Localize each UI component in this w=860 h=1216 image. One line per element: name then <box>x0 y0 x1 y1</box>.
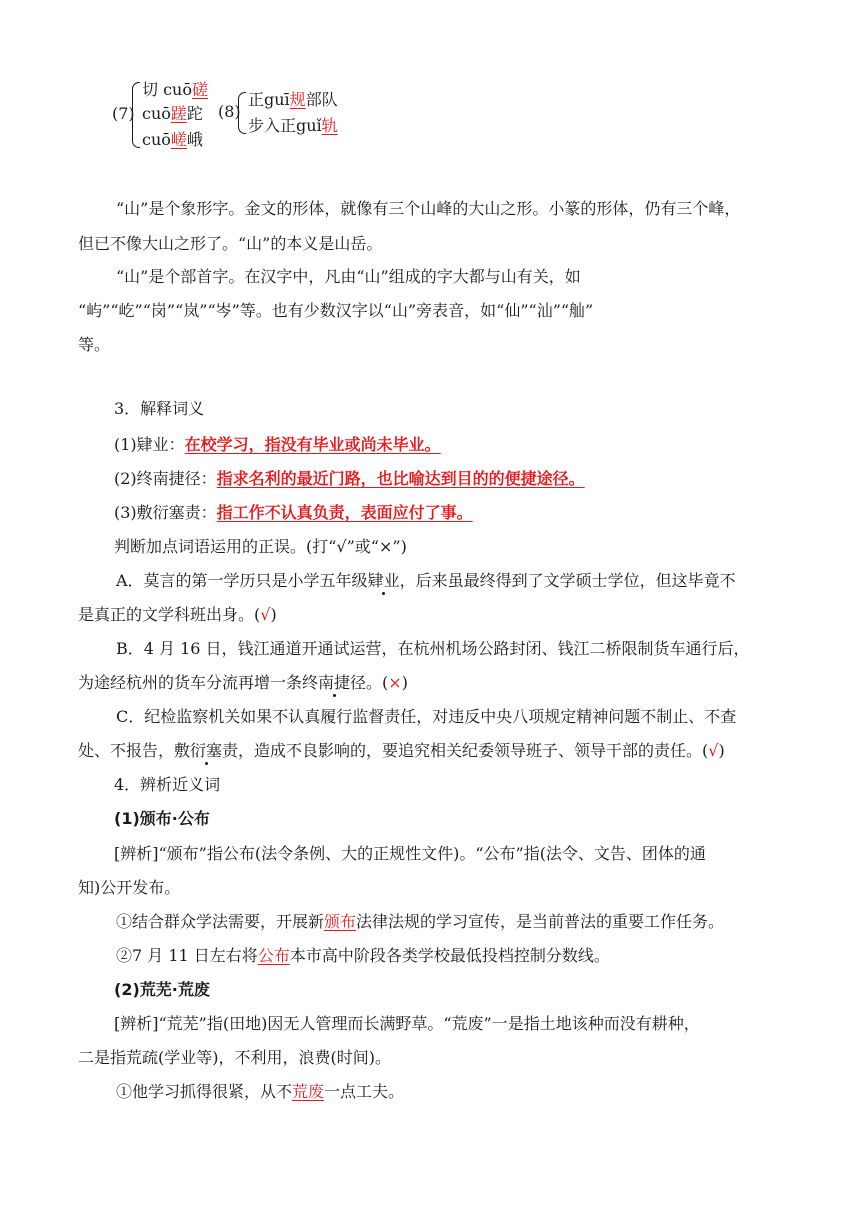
definition-answer: 指工作不认真负责，表面应付了事。 <box>216 503 473 522</box>
item-B-line1: B．4 月 16 日，钱江通道开通试运营，在杭州机场公路封闭、钱江二桥限制货车通行后， <box>116 639 750 658</box>
item-C-line2: 处、不报告，敷衍塞责，造成不良影响的，要追究相关纪委领导班子、领导干部的责任。(√) <box>78 741 725 760</box>
group-7-label: (7) <box>112 104 135 123</box>
brace-8 <box>238 92 246 134</box>
example-1-1: ①结合群众学法需要，开展新颁布法律法规的学习宣传，是当前普法的重要工作任务。 <box>116 912 725 931</box>
dotted-term: 肄业 <box>367 571 400 590</box>
analysis-2-line2: 二是指荒疏(学业等)，不利用，浪费(时间)。 <box>78 1048 391 1067</box>
answer-word: 颁布 <box>324 912 357 931</box>
dotted-term: 终南捷径 <box>302 673 367 692</box>
para2-line2: “屿”“屹”“岗”“岚”“岑”等。也有少数汉字以“山”旁表音，如“仙”“汕”“舢” <box>78 301 594 320</box>
group-8-item: 步入正guǐ轨 <box>248 116 338 135</box>
example-1-2: ②7 月 11 日左右将公布本市高中阶段各类学校最低投档控制分数线。 <box>116 946 610 965</box>
definition-answer: 在校学习，指没有毕业或尚未毕业。 <box>184 435 441 454</box>
answer-word: 公布 <box>257 946 290 965</box>
para1-line1: “山”是个象形字。金文的形体，就像有三个山峰的大山之形。小篆的形体，仍有三个峰， <box>116 199 741 218</box>
subsection-2-title: (2)荒芜·荒废 <box>114 980 210 999</box>
definition-answer: 指求名利的最近门路，也比喻达到目的的便捷途径。 <box>216 469 585 488</box>
judge-instruction: 判断加点词语运用的正误。(打“√”或“×”) <box>114 537 407 556</box>
analysis-1-line1: [辨析]“颁布”指公布(法令条例、大的正规性文件)。“公布”指(法令、文告、团体的通 <box>114 844 706 863</box>
answer-mark: √ <box>260 605 271 624</box>
dotted-term: 敷衍塞责 <box>174 741 239 760</box>
item-C-line1: C．纪检监察机关如果不认真履行监督责任，对违反中央八项规定精神问题不制止、不查 <box>116 707 737 726</box>
answer-mark: × <box>388 673 402 692</box>
analysis-2-line1: [辨析]“荒芜”指(田地)因无人管理而长满野草。“荒废”一是指土地该种而没有耕种， <box>114 1014 700 1033</box>
example-2-1: ①他学习抓得很紧，从不荒废一点工夫。 <box>116 1082 405 1101</box>
brace-7 <box>132 82 140 148</box>
definition-2: (2)终南捷径：指求名利的最近门路，也比喻达到目的的便捷途径。 <box>114 469 585 488</box>
group-7-item: cuō嵯峨 <box>142 130 203 149</box>
definition-3: (3)敷衍塞责：指工作不认真负责，表面应付了事。 <box>114 503 473 522</box>
answer-mark: √ <box>708 741 719 760</box>
item-B-line2: 为途经杭州的货车分流再增一条终南捷径。(×) <box>78 673 408 692</box>
subsection-1-title: (1)颁布·公布 <box>114 809 210 828</box>
definition-1: (1)肄业：在校学习，指没有毕业或尚未毕业。 <box>114 435 441 454</box>
analysis-1-line2: 知)公开发布。 <box>78 878 181 897</box>
group-8-item: 正guī规部队 <box>248 90 338 109</box>
group-7-item: cuō蹉跎 <box>142 104 203 123</box>
para2-line1: “山”是个部首字。在汉字中，凡由“山”组成的字大都与山有关，如 <box>116 267 581 286</box>
section-3-title: 3．解释词义 <box>114 399 205 418</box>
item-A-line2: 是真正的文学科班出身。(√) <box>78 605 277 624</box>
item-A-line1: A．莫言的第一学历只是小学五年级肄业，后来虽最终得到了文学硕士学位，但这毕竟不 <box>116 571 736 590</box>
para1-line2: 但已不像大山之形了。“山”的本义是山岳。 <box>78 234 383 253</box>
para2-line3: 等。 <box>78 335 111 354</box>
section-4-title: 4．辨析近义词 <box>114 775 221 794</box>
group-8-label: (8) <box>218 102 241 121</box>
group-7-item: 切 cuō磋 <box>142 80 209 99</box>
answer-word: 荒废 <box>292 1082 325 1101</box>
